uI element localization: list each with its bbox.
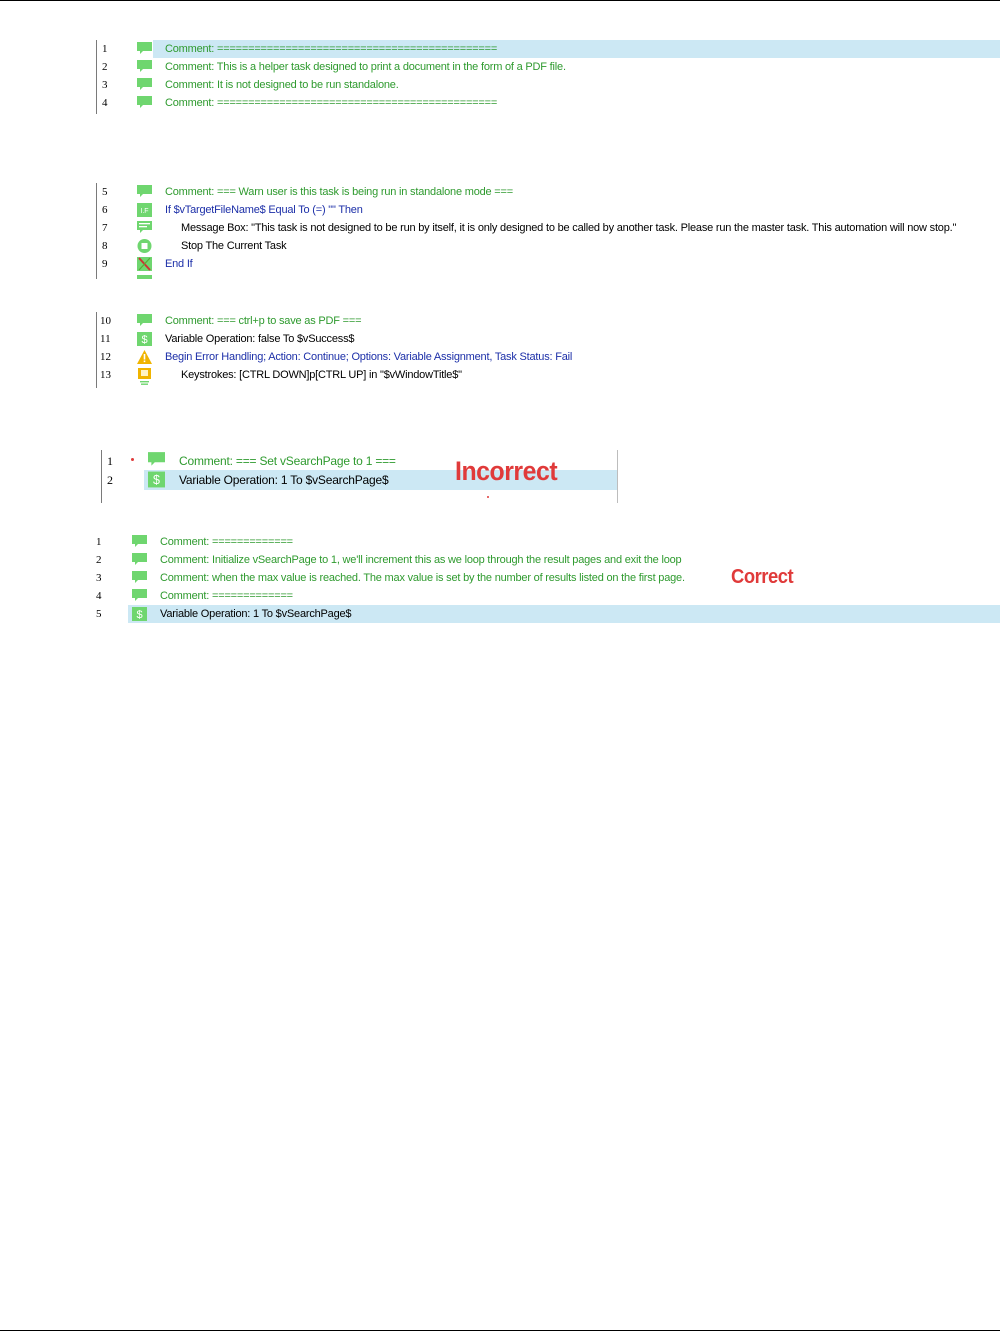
incorrect-label: Incorrect: [455, 456, 558, 486]
comment-icon: [148, 452, 165, 468]
comment-icon: [137, 60, 152, 74]
code-row[interactable]: [93, 551, 1000, 569]
line-number: 2: [96, 554, 102, 566]
line-number: 2: [102, 61, 108, 73]
comment-icon: [132, 553, 147, 567]
code-row[interactable]: [96, 76, 1000, 94]
code-row[interactable]: [96, 330, 1000, 348]
line-number: 1: [107, 454, 113, 468]
line-number: 13: [100, 369, 111, 381]
row-text: Comment: =============================================: [165, 97, 498, 109]
if-icon: [137, 203, 152, 217]
comment-icon: [137, 42, 152, 56]
comment-icon: [132, 589, 147, 603]
row-text: Comment: === ctrl+p to save as PDF ===: [165, 315, 362, 327]
row-text: Comment: =============================================: [165, 43, 498, 55]
code-row[interactable]: [96, 40, 1000, 58]
comment-icon: [132, 535, 147, 549]
line-number: 2: [107, 473, 113, 487]
stop-icon: [137, 239, 152, 253]
keystrokes-icon: [137, 368, 152, 385]
code-row[interactable]: [93, 569, 1000, 587]
code-block-3: [96, 312, 1000, 388]
red-dot: [487, 496, 489, 498]
code-row[interactable]: [96, 183, 1000, 201]
comment-icon: [132, 571, 147, 585]
code-row[interactable]: [93, 587, 1000, 605]
code-row[interactable]: [96, 94, 1000, 112]
line-number: 8: [102, 240, 108, 252]
code-row[interactable]: [93, 533, 1000, 551]
code-row[interactable]: [96, 219, 1000, 237]
line-number: 4: [96, 590, 102, 602]
code-row[interactable]: [96, 237, 1000, 255]
line-number: 9: [102, 258, 108, 270]
line-number: 3: [102, 79, 108, 91]
row-text: Comment: It is not designed to be run standalone.: [165, 79, 399, 91]
row-text: Keystrokes: [CTRL DOWN]p[CTRL UP] in "$vWindowTitle$": [181, 369, 462, 381]
row-text: Variable Operation: 1 To $vSearchPage$: [160, 608, 352, 620]
code-block-1: [96, 40, 1000, 114]
row-text: Comment: This is a helper task designed to print a document in the form of a PDF file.: [165, 61, 566, 73]
svg-text:$: $: [141, 334, 148, 346]
code-block-2: [96, 183, 1000, 279]
line-number: 1: [102, 43, 108, 55]
comment-icon: [137, 275, 152, 279]
line-number: 1: [96, 536, 102, 548]
code-row[interactable]: [96, 366, 1000, 384]
page-bottom-rule: [0, 1330, 1000, 1331]
code-row[interactable]: [96, 348, 1000, 366]
variable-icon: [148, 471, 165, 488]
svg-text:$: $: [153, 473, 160, 488]
row-text: Comment: === Set vSearchPage to 1 ===: [179, 454, 396, 468]
code-row[interactable]: [93, 605, 1000, 623]
row-text: Comment: Initialize vSearchPage to 1, we'll increment this as we loop through the result pages and exit the loop: [160, 554, 682, 566]
line-number: 7: [102, 222, 108, 234]
row-text: End If: [165, 258, 193, 270]
variable-icon: [132, 607, 147, 621]
code-row[interactable]: [96, 312, 1000, 330]
page-top-rule: [0, 0, 1000, 1]
row-text: Comment: =============: [160, 590, 293, 602]
end-if-icon: [137, 257, 152, 271]
row-text: Variable Operation: false To $vSuccess$: [165, 333, 355, 345]
line-number: 12: [100, 351, 111, 363]
comment-icon: [137, 78, 152, 92]
code-row-clipped: [96, 273, 1000, 279]
comment-icon: [137, 314, 152, 328]
row-text: Variable Operation: 1 To $vSearchPage$: [179, 473, 389, 487]
line-number: 6: [102, 204, 108, 216]
svg-text:I.F: I.F: [140, 208, 149, 215]
variable-icon: [137, 332, 152, 346]
message-box-icon: [137, 221, 152, 235]
comment-icon: [137, 185, 152, 199]
row-text: Comment: === Warn user is this task is being run in standalone mode ===: [165, 186, 513, 198]
line-number: 5: [102, 186, 108, 198]
line-number: 4: [102, 97, 108, 109]
correct-label: Correct: [731, 566, 794, 588]
line-number: 5: [96, 608, 102, 620]
line-number: 10: [100, 315, 111, 327]
row-text: Begin Error Handling; Action: Continue; Options: Variable Assignment, Task Status: Fail: [165, 351, 573, 363]
line-number: 3: [96, 572, 102, 584]
warning-icon: [137, 350, 152, 364]
code-row[interactable]: [96, 58, 1000, 76]
row-text: Comment: when the max value is reached. The max value is set by the number of results listed on the first page.: [160, 572, 685, 584]
code-row[interactable]: [96, 201, 1000, 219]
row-text: If $vTargetFileName$ Equal To (=) "" Then: [165, 204, 363, 216]
row-text: Stop The Current Task: [181, 240, 287, 252]
svg-text:$: $: [136, 609, 143, 621]
correct-example-panel: [93, 533, 1000, 623]
comment-icon: [137, 96, 152, 110]
row-text: Message Box: "This task is not designed to be run by itself, it is only designed to be called by another task. Please run the master task. This automation will now stop.": [181, 222, 957, 234]
row-text: Comment: =============: [160, 536, 293, 548]
code-row[interactable]: [96, 255, 1000, 273]
line-number: 11: [100, 333, 111, 345]
